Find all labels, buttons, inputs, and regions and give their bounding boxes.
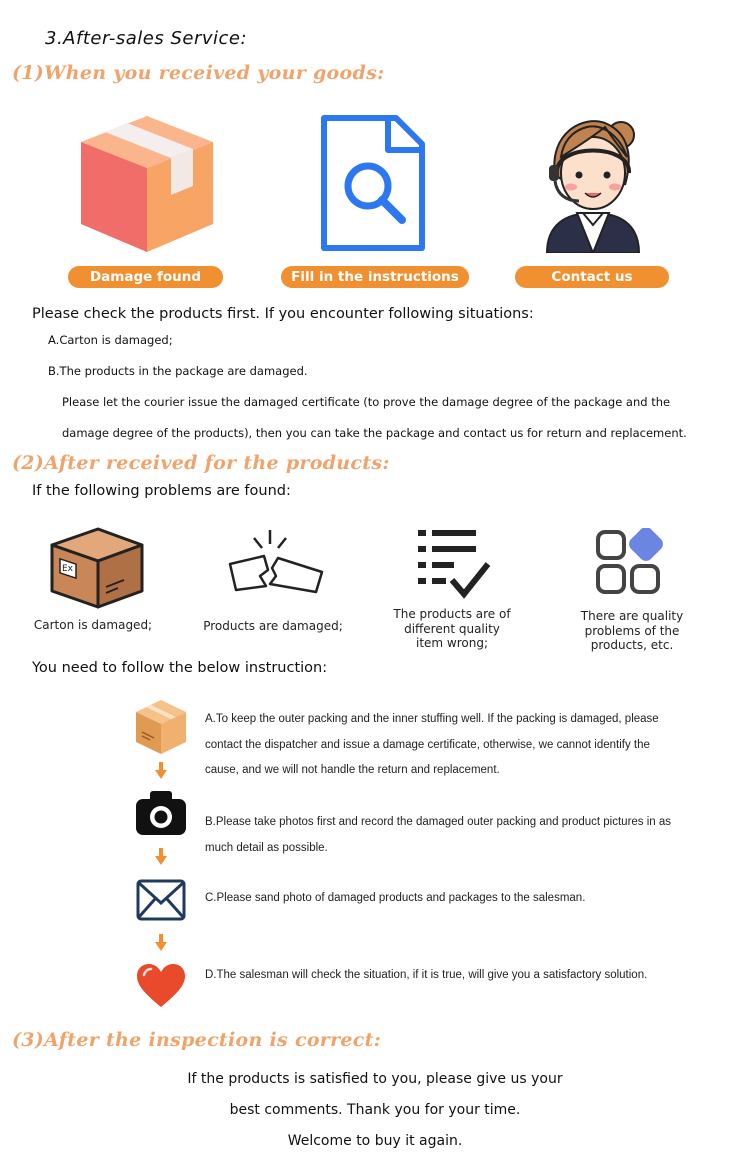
follow-instruction-text: You need to follow the below instruction: [32, 660, 328, 676]
carton-damaged-caption: Carton is damaged; [33, 618, 153, 632]
problems-intro: If the following problems are found: [32, 483, 291, 499]
step-a-text [205, 707, 659, 784]
step-line: B.Please take photos first and record the damaged outer packing and product pictures in as [205, 816, 672, 828]
check-products-text: Please check the products first. If you encounter following situations: [32, 306, 534, 322]
envelope-icon [136, 879, 186, 921]
caption-line: item wrong; [415, 636, 489, 650]
step-line: contact the dispatcher and issue a damage certificate, otherwise, we cannot identify the [205, 738, 650, 751]
step-c-text [205, 886, 585, 912]
broken-product-icon [226, 528, 326, 598]
caption-line: products, etc. [590, 638, 674, 652]
closing-line-2: best comments. Thank you for your time. [229, 1102, 521, 1118]
contact-us-button[interactable]: Contact us [515, 266, 669, 288]
section2-heading: (2)After received for the products: [12, 452, 390, 474]
quality-problems-caption [562, 609, 702, 653]
down-arrow-icon [155, 762, 167, 780]
document-search-icon [318, 114, 428, 256]
step-d-text [205, 963, 647, 989]
caption-line: There are quality [580, 609, 684, 623]
heart-icon [136, 963, 186, 1009]
closing-line-3: Welcome to buy it again. [287, 1133, 463, 1149]
caption-line: problems of the [584, 623, 680, 638]
caption-line: The products are of [393, 607, 511, 621]
step-line: D.The salesman will check the situation, if it is true, will give you a satisfactory solution. [205, 969, 648, 981]
app-grid-icon [594, 528, 666, 598]
step-b-text [205, 810, 671, 861]
quality-item-wrong-caption [382, 607, 522, 651]
section1-heading: (1)When you received your goods: [12, 62, 385, 84]
caption-line: different quality [404, 621, 500, 636]
down-arrow-icon [155, 848, 167, 866]
package-icon [75, 112, 217, 254]
box-badge-text: Ex [62, 564, 74, 574]
step-line: much detail as possible. [205, 841, 328, 854]
page-title: 3.After-sales Service: [45, 28, 248, 49]
item-carton-damaged: A.Carton is damaged; [48, 333, 173, 347]
courier-note-line2: damage degree of the products), then you can take the package and contact us for return and replacement. [62, 426, 687, 440]
package-icon [134, 698, 188, 756]
down-arrow-icon [155, 934, 167, 952]
damaged-box-icon [48, 525, 146, 611]
fill-instructions-button[interactable]: Fill in the instructions [281, 266, 469, 288]
step-line: cause, and we will not handle the return and replacement. [205, 764, 500, 776]
checklist-icon [416, 528, 492, 602]
step-line: C.Please sand photo of damaged products and packages to the salesman. [205, 892, 586, 904]
support-agent-avatar [543, 113, 643, 253]
item-products-damaged: B.The products in the package are damaged. [48, 364, 308, 378]
courier-note-line1: Please let the courier issue the damaged certificate (to prove the damage degree of the package and the [62, 395, 671, 409]
damage-found-button[interactable]: Damage found [68, 266, 223, 288]
section3-heading: (3)After the inspection is correct: [12, 1029, 382, 1051]
step-line: A.To keep the outer packing and the inner stuffing well. If the packing is damaged, please [205, 713, 659, 725]
camera-icon [134, 789, 188, 837]
closing-line-1: If the products is satisfied to you, please give us your [187, 1071, 563, 1087]
products-damaged-caption: Products are damaged; [203, 619, 343, 633]
